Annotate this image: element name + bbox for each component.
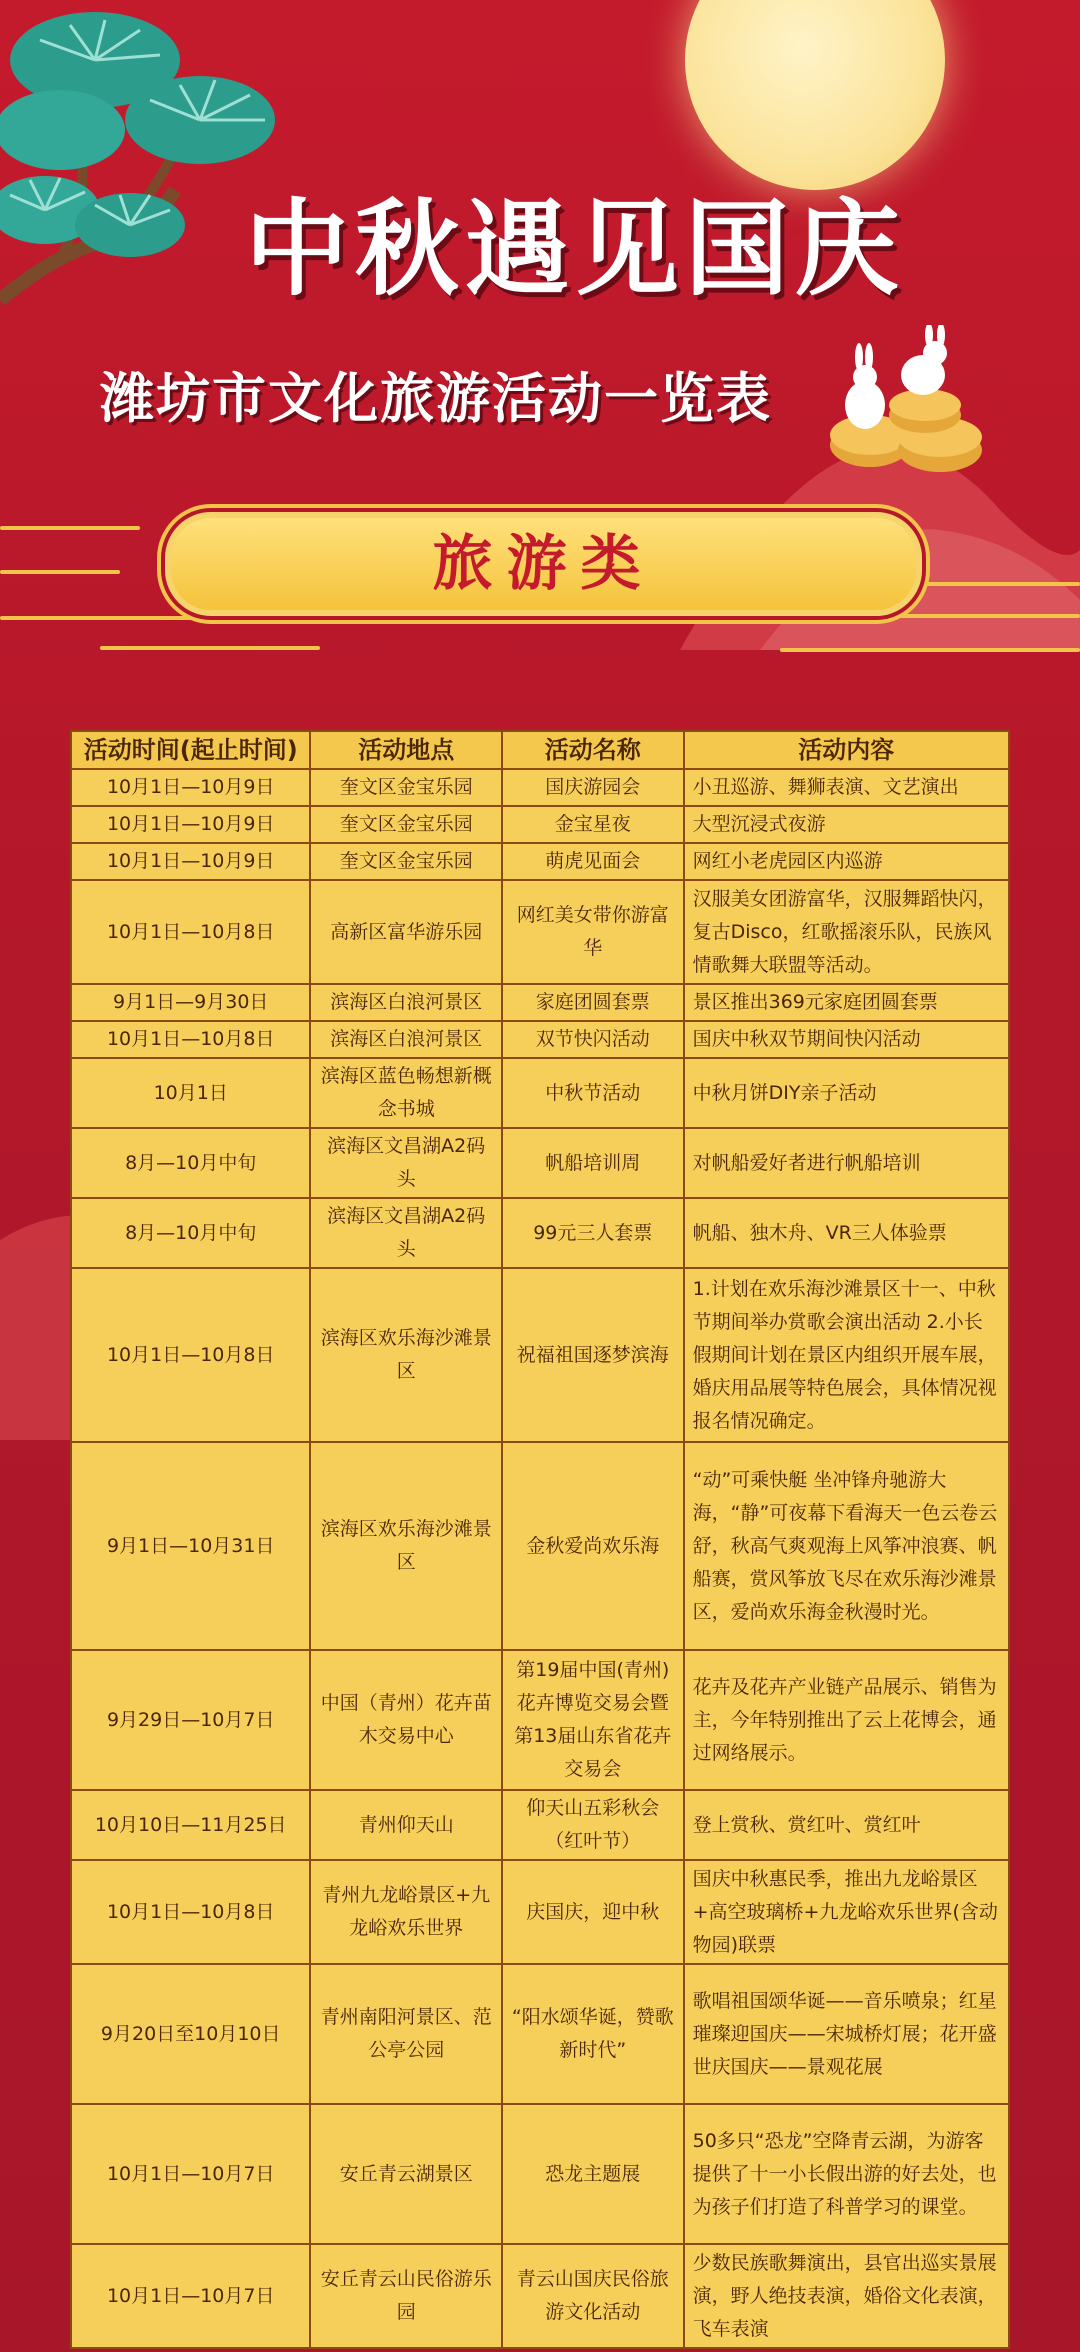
decor-line [0,526,140,530]
table-row [71,1442,1009,1650]
table-row [71,880,1009,984]
cell-content: 景区推出369元家庭团圆套票 [684,984,1009,1021]
table-row [71,984,1009,1021]
cell-time: 10月1日 [71,1058,310,1128]
page-title: 中秋遇见国庆 [245,188,906,310]
cell-content: 帆船、独木舟、VR三人体验票 [684,1198,1009,1268]
table-row [71,1128,1009,1198]
cell-location: 青州九龙峪景区+九龙峪欢乐世界 [310,1860,502,1964]
section-label: 旅游类 [432,529,655,599]
decor-line [0,616,250,620]
cell-time: 10月1日—10月9日 [71,806,310,843]
table-header-row [71,731,1009,769]
cell-location: 滨海区蓝色畅想新概念书城 [310,1058,502,1128]
cell-time: 10月1日—10月7日 [71,2244,310,2348]
cell-time: 9月1日—10月31日 [71,1442,310,1650]
cell-content: 中秋月饼DIY亲子活动 [684,1058,1009,1128]
cell-name: 恐龙主题展 [502,2104,684,2244]
cell-name: 青云山国庆民俗旅游文化活动 [502,2244,684,2348]
cell-time: 9月1日—9月30日 [71,984,310,1021]
cell-name: 家庭团圆套票 [502,984,684,1021]
cell-content: 1.计划在欢乐海沙滩景区十一、中秋节期间举办赏歌会演出活动 2.小长假期间计划在景区内组织开展车展，婚庆用品展等特色展会，具体情况视报名情况确定。 [684,1268,1009,1442]
cell-location: 高新区富华游乐园 [310,880,502,984]
cell-location: 滨海区文昌湖A2码头 [310,1128,502,1198]
table-row [71,843,1009,880]
cell-content: “动”可乘快艇 坐冲锋舟驰游大海，“静”可夜幕下看海天一色云卷云舒，秋高气爽观海上风筝冲浪赛、帆船赛，赏风筝放飞尽在欢乐海沙滩景区，爱尚欢乐海金秋漫时光。 [684,1442,1009,1650]
cell-name: “阳水颂华诞，赞歌新时代” [502,1964,684,2104]
cell-location: 滨海区文昌湖A2码头 [310,1198,502,1268]
cell-content: 国庆中秋双节期间快闪活动 [684,1021,1009,1058]
cell-name: 庆国庆，迎中秋 [502,1860,684,1964]
cell-time: 8月—10月中旬 [71,1198,310,1268]
cell-time: 10月1日—10月9日 [71,769,310,806]
decor-line [900,582,1080,586]
table-row [71,769,1009,806]
cell-content: 歌唱祖国颂华诞——音乐喷泉；红星璀璨迎国庆——宋城桥灯展；花开盛世庆国庆——景观花展 [684,1964,1009,2104]
cell-location: 青州南阳河景区、范公亭公园 [310,1964,502,2104]
cell-name: 萌虎见面会 [502,843,684,880]
cell-name: 第19届中国(青州)花卉博览交易会暨第13届山东省花卉交易会 [502,1650,684,1790]
cell-location: 滨海区白浪河景区 [310,984,502,1021]
cell-content: 大型沉浸式夜游 [684,806,1009,843]
table-row [71,1198,1009,1268]
rabbit-mooncake-decoration [825,325,1005,475]
cell-name: 双节快闪活动 [502,1021,684,1058]
table-row [71,1268,1009,1442]
cell-time: 9月20日至10月10日 [71,1964,310,2104]
activity-table [70,730,1010,2349]
cell-name: 仰天山五彩秋会（红叶节） [502,1790,684,1860]
cell-location: 滨海区白浪河景区 [310,1021,502,1058]
cell-name: 祝福祖国逐梦滨海 [502,1268,684,1442]
cell-location: 奎文区金宝乐园 [310,843,502,880]
cell-name: 帆船培训周 [502,1128,684,1198]
table-row [71,1964,1009,2104]
cell-content: 少数民族歌舞演出，县官出巡实景展演，野人绝技表演，婚俗文化表演，飞车表演 [684,2244,1009,2348]
cell-name: 金秋爱尚欢乐海 [502,1442,684,1650]
table-row [71,1058,1009,1128]
column-header: 活动内容 [684,731,1009,769]
cell-location: 奎文区金宝乐园 [310,806,502,843]
cell-name: 金宝星夜 [502,806,684,843]
cell-time: 10月1日—10月8日 [71,1268,310,1442]
table-row [71,1790,1009,1860]
cell-time: 9月29日—10月7日 [71,1650,310,1790]
section-banner [165,512,922,616]
cell-time: 10月1日—10月9日 [71,843,310,880]
page-subtitle: 潍坊市文化旅游活动一览表 [100,367,772,430]
cell-time: 10月1日—10月8日 [71,880,310,984]
table-row [71,1860,1009,1964]
cell-time: 10月1日—10月7日 [71,2104,310,2244]
cell-content: 对帆船爱好者进行帆船培训 [684,1128,1009,1198]
column-header: 活动名称 [502,731,684,769]
cell-content: 网红小老虎园区内巡游 [684,843,1009,880]
cell-time: 10月10日—11月25日 [71,1790,310,1860]
cell-content: 50多只“恐龙”空降青云湖，为游客提供了十一小长假出游的好去处，也为孩子们打造了科普学习的课堂。 [684,2104,1009,2244]
cell-location: 中国（青州）花卉苗木交易中心 [310,1650,502,1790]
cell-location: 滨海区欢乐海沙滩景区 [310,1442,502,1650]
cell-content: 小丑巡游、舞狮表演、文艺演出 [684,769,1009,806]
cell-time: 8月—10月中旬 [71,1128,310,1198]
decor-line [780,648,1080,652]
cell-content: 花卉及花卉产业链产品展示、销售为主，今年特别推出了云上花博会，通过网络展示。 [684,1650,1009,1790]
column-header: 活动地点 [310,731,502,769]
cell-location: 安丘青云山民俗游乐园 [310,2244,502,2348]
cell-location: 滨海区欢乐海沙滩景区 [310,1268,502,1442]
table-row [71,806,1009,843]
cell-name: 网红美女带你游富华 [502,880,684,984]
cell-location: 青州仰天山 [310,1790,502,1860]
decor-line [100,646,320,650]
cell-name: 中秋节活动 [502,1058,684,1128]
decor-line [0,570,120,574]
cell-name: 国庆游园会 [502,769,684,806]
cell-content: 汉服美女团游富华，汉服舞蹈快闪，复古Disco，红歌摇滚乐队，民族风情歌舞大联盟等活动。 [684,880,1009,984]
cell-time: 10月1日—10月8日 [71,1021,310,1058]
column-header: 活动时间(起止时间) [71,731,310,769]
cell-content: 登上赏秋、赏红叶、赏红叶 [684,1790,1009,1860]
table-row [71,2244,1009,2348]
cell-time: 10月1日—10月8日 [71,1860,310,1964]
table-row [71,1021,1009,1058]
table-row [71,1650,1009,1790]
cell-name: 99元三人套票 [502,1198,684,1268]
cell-location: 奎文区金宝乐园 [310,769,502,806]
cell-location: 安丘青云湖景区 [310,2104,502,2244]
cell-content: 国庆中秋惠民季，推出九龙峪景区+高空玻璃桥+九龙峪欢乐世界(含动物园)联票 [684,1860,1009,1964]
table-row [71,2104,1009,2244]
